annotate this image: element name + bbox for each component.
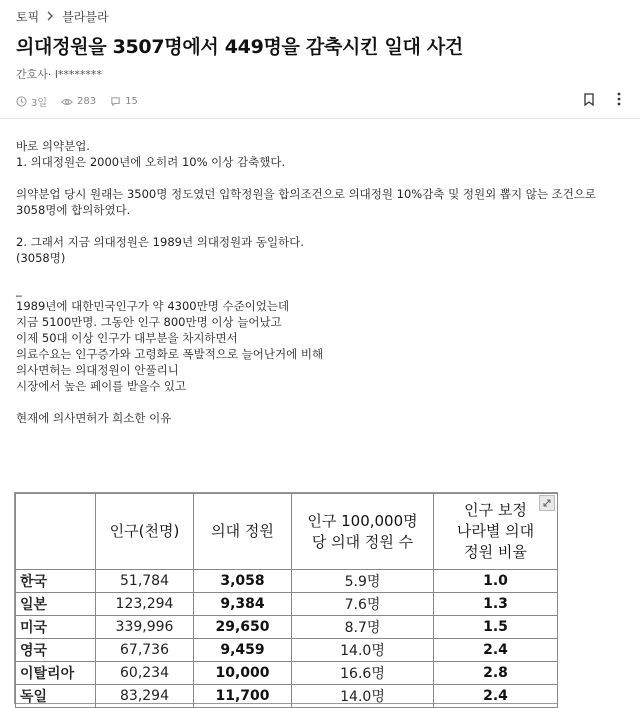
table-row bbox=[16, 639, 558, 662]
post-meta bbox=[16, 94, 152, 109]
table-cell: 7.6명 bbox=[292, 593, 434, 616]
country-cell: 영국 bbox=[16, 639, 96, 662]
table-cell: 14.0명 bbox=[292, 639, 434, 662]
table-row bbox=[16, 593, 558, 616]
table-cell: 339,996 bbox=[96, 616, 194, 639]
body-line: 지금 5100만명. 그동안 인구 800만명 이상 늘어났고 bbox=[16, 315, 282, 329]
table-cell: 8.7명 bbox=[292, 616, 434, 639]
country-cell: 독일 bbox=[16, 685, 96, 708]
post-actions bbox=[568, 90, 628, 108]
chevron-right-icon bbox=[47, 10, 54, 24]
body-line: 현재에 의사면허가 희소한 이유 bbox=[16, 411, 172, 425]
table-row bbox=[16, 685, 558, 708]
table-cell: 3,058 bbox=[194, 570, 292, 593]
clock-icon bbox=[16, 96, 27, 107]
body-line: 의약분업 당시 원래는 3500명 정도였던 입학정원을 합의조건으로 의대정원 10%감축 및 정원외 뽑지 않는 조건으로 3058명에 합의하였다. bbox=[16, 187, 600, 217]
country-cell: 미국 bbox=[16, 616, 96, 639]
table-row bbox=[16, 570, 558, 593]
bookmark-icon[interactable] bbox=[580, 90, 598, 108]
table-cell: 2.8 bbox=[434, 662, 558, 685]
body-line: 의료수요는 인구증가와 고령화로 폭발적으로 늘어난거에 비해 bbox=[16, 347, 324, 361]
post-time-label: 3일 bbox=[31, 98, 48, 109]
table-cell: 123,294 bbox=[96, 593, 194, 616]
body-line bbox=[16, 170, 628, 186]
table-cell: 1.5 bbox=[434, 616, 558, 639]
body-line bbox=[16, 394, 628, 410]
post-views bbox=[61, 96, 96, 107]
table-row bbox=[16, 662, 558, 685]
table-cell: 11,700 bbox=[194, 685, 292, 708]
table-row bbox=[16, 616, 558, 639]
table-cell: 67,736 bbox=[96, 639, 194, 662]
breadcrumb-topic[interactable]: 토픽 bbox=[16, 10, 40, 24]
table-cell: 1.3 bbox=[434, 593, 558, 616]
table-cell: 14.0명 bbox=[292, 685, 434, 708]
table-cell: 16.6명 bbox=[292, 662, 434, 685]
expand-icon[interactable] bbox=[539, 495, 555, 511]
body-line bbox=[16, 266, 628, 282]
data-table-image bbox=[14, 492, 558, 704]
table-cell: 1.0 bbox=[434, 570, 558, 593]
comment-icon bbox=[110, 96, 121, 107]
body-line: 2. 그래서 지금 의대정원은 1989년 의대정원과 동일하다. bbox=[16, 235, 305, 249]
table-cell: 29,650 bbox=[194, 616, 292, 639]
eye-icon bbox=[61, 97, 73, 107]
body-line bbox=[16, 218, 628, 234]
body-line: 1989년에 대한민국인구가 약 4300만명 수준이었는데 bbox=[16, 299, 290, 313]
table-cell: 9,384 bbox=[194, 593, 292, 616]
table-cell: 60,234 bbox=[96, 662, 194, 685]
post-title: 의대정원을 3507명에서 449명을 감축시킨 일대 사건 bbox=[16, 36, 463, 58]
country-cell: 한국 bbox=[16, 570, 96, 593]
table-cell: 51,784 bbox=[96, 570, 194, 593]
post-comments[interactable] bbox=[110, 96, 138, 107]
divider bbox=[0, 118, 640, 119]
body-line: 이제 50대 이상 인구가 대부분을 차지하면서 bbox=[16, 331, 238, 345]
breadcrumb-board[interactable]: 블라블라 bbox=[62, 10, 109, 24]
body-line: 1. 의대정원은 2000년에 오히려 10% 이상 감축했다. bbox=[16, 155, 286, 169]
body-line: 시장에서 높은 페이를 받을수 있고 bbox=[16, 379, 187, 393]
table-header-cell: 의대 정원 bbox=[194, 494, 292, 570]
body-line: 바로 의약분업. bbox=[16, 139, 90, 153]
post-views-label: 283 bbox=[77, 96, 97, 107]
table-cell: 10,000 bbox=[194, 662, 292, 685]
country-cell: 일본 bbox=[16, 593, 96, 616]
post-time bbox=[16, 94, 47, 109]
post-comments-label: 15 bbox=[125, 96, 138, 107]
body-line: 의사면허는 의대정원이 안풀리니 bbox=[16, 363, 179, 377]
post-author[interactable]: 간호사· l******** bbox=[16, 68, 102, 81]
table-cell: 5.9명 bbox=[292, 570, 434, 593]
table-header-cell: 인구 100,000명 당 의대 정원 수 bbox=[292, 494, 434, 570]
table-header-cell: 인구 보정 나라별 의대 정원 비율 bbox=[434, 494, 558, 570]
table-cell: 2.4 bbox=[434, 685, 558, 708]
body-line: (3058명) bbox=[16, 251, 66, 265]
table-header-cell: 인구(천명) bbox=[96, 494, 194, 570]
country-cell: 이탈리아 bbox=[16, 662, 96, 685]
breadcrumb bbox=[16, 8, 109, 25]
table-cell: 9,459 bbox=[194, 639, 292, 662]
table-cell: 2.4 bbox=[434, 639, 558, 662]
body-line: _ bbox=[16, 283, 22, 297]
table-cell: 83,294 bbox=[96, 685, 194, 708]
more-options-icon[interactable] bbox=[610, 90, 628, 108]
medical-school-quota-table bbox=[15, 493, 558, 708]
post-body bbox=[16, 138, 628, 426]
table-header-cell bbox=[16, 494, 96, 570]
